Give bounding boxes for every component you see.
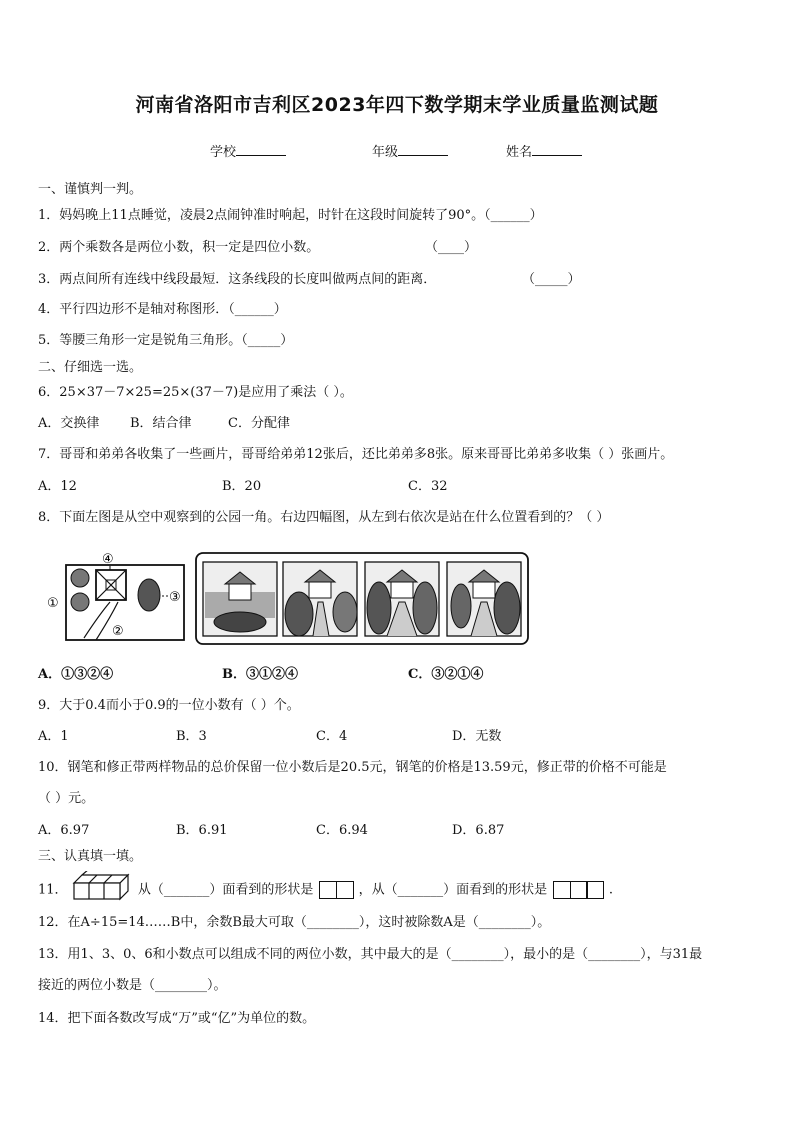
question-13-line-2: 接近的两位小数是（________）。 [38,978,227,993]
question-9-option-c: C．4 [316,729,348,744]
school-field [210,141,286,160]
view-shape-two-squares [319,881,352,899]
cube-stack-figure [72,871,132,901]
question-14: 14．把下面各数改写成“万”或“亿”为单位的数。 [38,1011,316,1026]
question-3-blank: （_____） [522,272,581,287]
question-10-option-b: B．6.91 [176,823,228,838]
section-heading-3: 三、认真填一填。 [38,849,143,864]
question-8-option-c: C．③②①④ [408,667,484,682]
question-8: 8．下面左图是从空中观察到的公园一角。右边四幅图，从左到右依次是站在什么位置看到的？（ ） [38,510,610,525]
question-10-line-1: 10．钢笔和修正带两样物品的总价保留一位小数后是20.5元，钢笔的价格是13.59元，修正带的价格不可能是 [38,760,667,775]
section-heading-2: 二、仔细选一选。 [38,360,143,375]
school-blank[interactable] [236,143,286,156]
school-label: 学校 [210,145,237,160]
question-6-option-a: A．交换律 [38,416,100,431]
question-10-option-a: A．6.97 [38,823,90,838]
page-title: 河南省洛阳市吉利区2023年四下数学期末学业质量监测试题 [135,94,659,116]
question-11-part-1: 从（_______）面看到的形状是 [137,882,314,898]
question-8-option-a: A．①③②④ [38,667,114,682]
question-3: 3．两点间所有连线中线段最短．这条线段的长度叫做两点间的距离． [38,272,437,287]
question-7-option-a: A．12 [38,479,77,494]
question-8-option-b: B．③①②④ [222,667,298,682]
view-4 [447,562,521,636]
question-10-option-c: C．6.94 [316,823,368,838]
question-11-part-2: ，从（_______）面看到的形状是 [358,882,548,898]
view-shape-three-squares [553,881,603,899]
question-5: 5．等腰三角形一定是锐角三角形。（_____） [38,333,294,348]
question-6: 6．25×37－7×25=25×(37－7)是应用了乘法（ ）。 [38,385,353,400]
question-9-option-b: B．3 [176,729,207,744]
question-13-line-1: 13．用1、3、0、6和小数点可以组成不同的两位小数，其中最大的是（________），最小的是（________），与31最 [38,947,703,962]
question-9: 9．大于0.4而小于0.9的一位小数有（ ）个。 [38,698,300,713]
question-2: 2．两个乘数各是两位小数，积一定是四位小数。 [38,240,320,255]
grade-label: 年级 [372,145,399,160]
map-label-4: ④ [102,552,114,567]
question-7-option-b: B．20 [222,479,262,494]
question-4: 4．平行四边形不是轴对称图形．（______） [38,302,287,317]
question-6-option-b: B．结合律 [130,416,192,431]
question-2-blank: （____） [425,240,478,255]
map-label-3: ③ [169,590,181,605]
name-blank[interactable] [532,143,582,156]
name-label: 姓名 [506,145,533,160]
map-label-1: ① [47,596,59,611]
question-11-end: . [608,882,614,898]
view-2 [283,562,357,636]
question-10-option-d: D．6.87 [452,823,505,838]
grade-blank[interactable] [398,143,448,156]
question-7-option-c: C．32 [408,479,448,494]
park-overhead-map [44,550,194,645]
question-7: 7．哥哥和弟弟各收集了一些画片，哥哥给弟弟12张后，还比弟弟多8张。原来哥哥比弟弟多收集（ ）张画片。 [38,447,674,462]
view-3 [365,562,439,636]
question-9-option-d: D．无数 [452,729,502,744]
name-field [506,141,582,160]
question-11-number: 11． [38,882,68,898]
map-label-2: ② [112,624,124,639]
view-1 [203,562,277,636]
question-6-option-c: C．分配律 [228,416,290,431]
question-12: 12．在A÷15=14……B中，余数B最大可取（________），这时被除数A是（________）。 [38,915,551,930]
question-1: 1．妈妈晚上11点睡觉，凌晨2点闹钟准时响起，时针在这段时间旋转了90°。（______） [38,208,543,223]
section-heading-1: 一、谨慎判一判。 [38,182,143,197]
question-11 [38,879,613,901]
grade-field [372,141,448,160]
park-views-panel [195,552,530,646]
question-10-line-2: （ ）元。 [38,791,95,806]
question-9-option-a: A．1 [38,729,69,744]
